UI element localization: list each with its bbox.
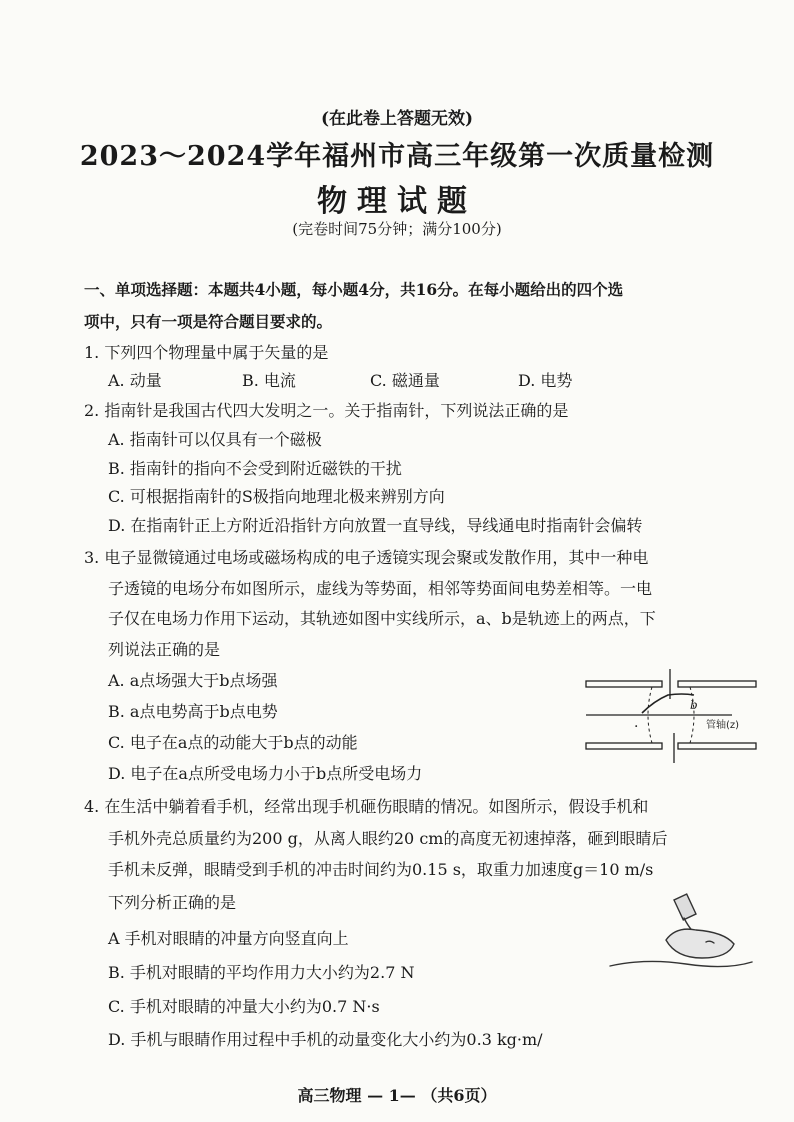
q4-stem-line4: 下列分析正确的是 (108, 893, 237, 912)
electron-lens-figure (582, 665, 762, 765)
q4-stem-line3: 手机未反弹，眼睛受到手机的冲击时间约为0.15 s，取重力加速度g＝10 m/s (108, 860, 654, 879)
subject-title: 物理试题 (317, 184, 477, 219)
q3-stem-line1: 3. 电子显微镜通过电场或磁场构成的电子透镜实现会聚或发散作用，其中一种电 (84, 548, 649, 567)
invalid-answer-notice: (在此卷上答题无效) (320, 109, 474, 129)
q3-stem-line2: 子透镜的电场分布如图所示，虚线为等势面，相邻等势面间电势差相等。一电 (108, 579, 653, 598)
q1-option-d: D. 电势 (518, 371, 573, 390)
q2-option-d: D. 在指南针正上方附近沿指针方向放置一直导线，导线通电时指南针会偏转 (108, 516, 643, 535)
q4-stem-line2: 手机外壳总质量约为200 g，从离人眼约20 cm的高度无初速掉落，砸到眼睛后 (108, 829, 668, 848)
q2-option-a: A. 指南针可以仅具有一个磁极 (108, 430, 322, 449)
q3-option-a: A. a点场强大于b点场强 (108, 671, 278, 690)
section-heading-line1: 一、单项选择题：本题共4小题，每小题4分，共16分。在每小题给出的四个选 (84, 280, 624, 299)
exam-info: (完卷时间75分钟；满分100分) (292, 220, 502, 238)
q4-option-a: A 手机对眼睛的冲量方向竖直向上 (108, 929, 349, 948)
q4-stem-line1: 4. 在生活中躺着看手机，经常出现手机砸伤眼睛的情况。如图所示，假设手机和 (84, 797, 649, 816)
phone-shape (674, 894, 696, 920)
head-shape (666, 929, 734, 958)
q1-stem: 1. 下列四个物理量中属于矢量的是 (84, 343, 329, 362)
q2-stem: 2. 指南针是我国古代四大发明之一。关于指南针，下列说法正确的是 (84, 401, 569, 420)
electron-trajectory (642, 694, 694, 713)
q3-option-b: B. a点电势高于b点电势 (108, 702, 278, 721)
q2-option-b: B. 指南针的指向不会受到附近磁铁的干扰 (108, 459, 402, 478)
phone-drop-figure (606, 888, 756, 978)
q3-option-d: D. 电子在a点所受电场力小于b点所受电场力 (108, 764, 423, 783)
q4-option-c: C. 手机对眼睛的冲量大小约为0.7 N·s (108, 997, 380, 1016)
upper-right-plate (678, 681, 756, 687)
q4-option-b: B. 手机对眼睛的平均作用力大小约为2.7 N (108, 963, 415, 982)
q2-option-c: C. 可根据指南针的S极指向地理北极来辨别方向 (108, 487, 445, 506)
lower-right-plate (678, 743, 756, 749)
q4-option-d: D. 手机与眼睛作用过程中手机的动量变化大小约为0.3 kg·m/ (108, 1030, 543, 1049)
q3-stem-line4: 列说法正确的是 (108, 640, 221, 659)
q1-option-b: B. 电流 (242, 371, 296, 390)
q1-option-a: A. 动量 (108, 371, 162, 390)
q1-option-c: C. 磁通量 (370, 371, 440, 390)
label-a: · (634, 719, 639, 735)
pillow-line (610, 961, 752, 966)
q3-option-c: C. 电子在a点的动能大于b点的动能 (108, 733, 358, 752)
upper-left-plate (586, 681, 662, 687)
label-b: b (690, 698, 698, 712)
page-footer: 高三物理 — 1— （共6页） (297, 1086, 497, 1105)
q3-stem-line3: 子仅在电场力作用下运动，其轨迹如图中实线所示，a、b是轨迹上的两点，下 (108, 609, 656, 628)
section-heading-line2: 项中，只有一项是符合题目要求的。 (84, 312, 333, 331)
lower-left-plate (586, 743, 662, 749)
axis-label: 管轴(z) (706, 720, 740, 731)
exam-title: 2023～2024学年福州市高三年级第一次质量检测 (79, 141, 715, 172)
